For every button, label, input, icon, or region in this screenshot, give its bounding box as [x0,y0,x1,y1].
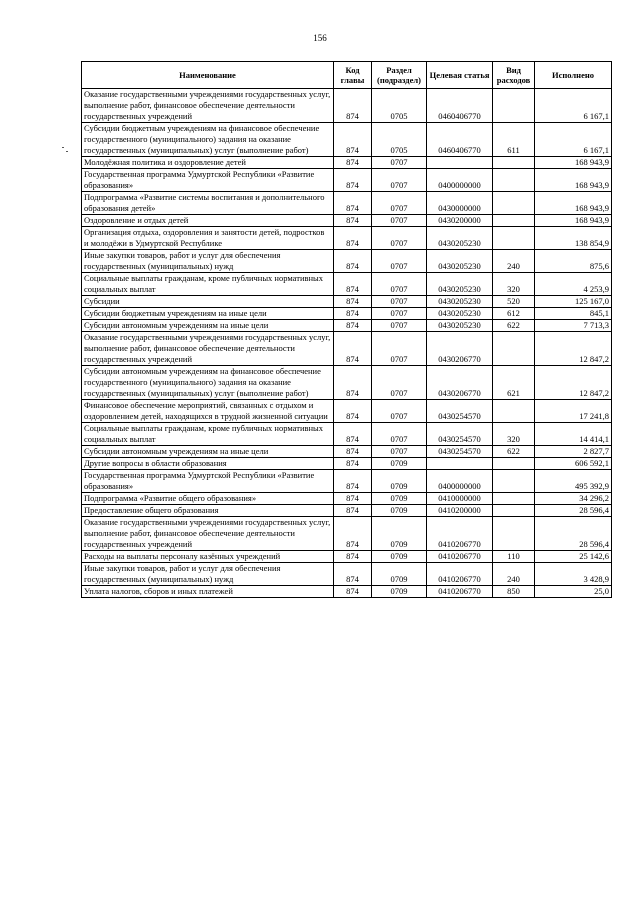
row-article: 0460406770 [427,123,493,157]
row-expense-type: 110 [493,551,535,563]
row-name: Социальные выплаты гражданам, кроме публичных нормативных социальных выплат [82,273,334,296]
row-amount: 12 847,2 [535,366,612,400]
table-row [82,169,612,192]
row-article: 0430254570 [427,400,493,423]
table-header-row [82,62,612,89]
table-row [82,493,612,505]
row-article [427,458,493,470]
row-code: 874 [334,551,372,563]
row-section: 0709 [372,586,427,598]
row-expense-type: 612 [493,308,535,320]
row-article: 0430205230 [427,273,493,296]
row-amount: 138 854,9 [535,227,612,250]
row-article: 0430205230 [427,320,493,332]
row-article: 0430205230 [427,250,493,273]
table-row [82,215,612,227]
row-name: Субсидии автономным учреждениям на иные цели [82,320,334,332]
row-code: 874 [334,493,372,505]
row-expense-type [493,505,535,517]
header-name: Наименование [82,62,334,89]
row-article: 0410000000 [427,493,493,505]
row-section: 0707 [372,192,427,215]
table-row [82,296,612,308]
row-expense-type: 850 [493,586,535,598]
row-section: 0707 [372,308,427,320]
row-name: Организация отдыха, оздоровления и занятости детей, подростков и молодёжи в Удмуртской Республике [82,227,334,250]
header-expense-type: Вид расходов [493,62,535,89]
row-article: 0430000000 [427,192,493,215]
row-article: 0400000000 [427,470,493,493]
row-article: 0410200000 [427,505,493,517]
row-expense-type: 320 [493,423,535,446]
row-amount: 25 142,6 [535,551,612,563]
row-expense-type: 622 [493,320,535,332]
row-amount: 3 428,9 [535,563,612,586]
row-code: 874 [334,296,372,308]
row-name: Молодёжная политика и оздоровление детей [82,157,334,169]
row-name: Расходы на выплаты персоналу казённых учреждений [82,551,334,563]
row-amount: 845,1 [535,308,612,320]
row-section: 0707 [372,227,427,250]
table-row [82,250,612,273]
row-section: 0705 [372,89,427,123]
row-amount: 6 167,1 [535,123,612,157]
budget-execution-table [81,61,612,598]
table-row [82,157,612,169]
row-code: 874 [334,423,372,446]
row-expense-type [493,227,535,250]
table-row [82,446,612,458]
table-row [82,400,612,423]
row-article: 0430205230 [427,227,493,250]
row-article: 0430254570 [427,446,493,458]
row-name: Субсидии автономным учреждениям на финансовое обеспечение государственного (муниципального) задания на оказание государственных (муниципальных) услуг (выполнение работ) [82,366,334,400]
row-code: 874 [334,273,372,296]
row-code: 874 [334,308,372,320]
row-name: Оказание государственными учреждениями государственных услуг, выполнение работ, финансовое обеспечение деятельности государственных учреждений [82,332,334,366]
row-amount: 495 392,9 [535,470,612,493]
row-name: Субсидии бюджетным учреждениям на иные цели [82,308,334,320]
row-section: 0709 [372,493,427,505]
row-expense-type: 621 [493,366,535,400]
row-amount: 28 596,4 [535,505,612,517]
header-section: Раздел (подраздел) [372,62,427,89]
row-section: 0709 [372,517,427,551]
row-code: 874 [334,586,372,598]
row-amount: 168 943,9 [535,157,612,169]
table-row [82,227,612,250]
row-code: 874 [334,215,372,227]
row-amount: 34 296,2 [535,493,612,505]
row-section: 0707 [372,332,427,366]
row-section: 0707 [372,366,427,400]
row-article: 0410206770 [427,586,493,598]
margin-mark [66,151,68,152]
table-row [82,273,612,296]
row-article: 0410206770 [427,517,493,551]
row-amount: 4 253,9 [535,273,612,296]
row-code: 874 [334,320,372,332]
row-amount: 875,6 [535,250,612,273]
row-section: 0709 [372,458,427,470]
row-name: Иные закупки товаров, работ и услуг для обеспечения государственных (муниципальных) нужд [82,250,334,273]
row-article: 0430254570 [427,423,493,446]
table-row [82,308,612,320]
row-section: 0709 [372,563,427,586]
row-expense-type: 622 [493,446,535,458]
row-article: 0430200000 [427,215,493,227]
row-amount: 25,0 [535,586,612,598]
row-section: 0705 [372,123,427,157]
row-article [427,157,493,169]
row-section: 0709 [372,551,427,563]
row-expense-type: 240 [493,563,535,586]
row-section: 0709 [372,505,427,517]
row-article: 0430205230 [427,296,493,308]
row-code: 874 [334,446,372,458]
row-amount: 168 943,9 [535,192,612,215]
table-row [82,517,612,551]
row-code: 874 [334,89,372,123]
row-name: Иные закупки товаров, работ и услуг для обеспечения государственных (муниципальных) нужд [82,563,334,586]
margin-mark [62,147,64,148]
table-row [82,470,612,493]
row-expense-type [493,169,535,192]
header-article: Целевая статья [427,62,493,89]
row-section: 0707 [372,215,427,227]
row-code: 874 [334,366,372,400]
row-expense-type [493,332,535,366]
table-row [82,458,612,470]
row-code: 874 [334,250,372,273]
row-amount: 2 827,7 [535,446,612,458]
row-amount: 17 241,8 [535,400,612,423]
row-amount: 125 167,0 [535,296,612,308]
row-section: 0707 [372,320,427,332]
row-code: 874 [334,192,372,215]
row-section: 0707 [372,446,427,458]
row-name: Другие вопросы в области образования [82,458,334,470]
row-amount: 28 596,4 [535,517,612,551]
table-row [82,123,612,157]
row-name: Предоставление общего образования [82,505,334,517]
row-code: 874 [334,505,372,517]
row-article: 0400000000 [427,169,493,192]
row-expense-type [493,400,535,423]
row-article: 0460406770 [427,89,493,123]
row-amount: 14 414,1 [535,423,612,446]
row-expense-type: 320 [493,273,535,296]
table-row [82,332,612,366]
row-expense-type [493,89,535,123]
row-section: 0707 [372,169,427,192]
row-expense-type [493,192,535,215]
table-row [82,505,612,517]
row-article: 0410206770 [427,563,493,586]
row-section: 0707 [372,400,427,423]
row-amount: 12 847,2 [535,332,612,366]
row-code: 874 [334,123,372,157]
row-section: 0707 [372,423,427,446]
row-code: 874 [334,332,372,366]
row-section: 0707 [372,296,427,308]
row-amount: 168 943,9 [535,215,612,227]
row-article: 0430206770 [427,332,493,366]
row-name: Субсидии автономным учреждениям на иные цели [82,446,334,458]
row-name: Подпрограмма «Развитие системы воспитания и дополнительного образования детей» [82,192,334,215]
row-name: Государственная программа Удмуртской Республики «Развитие образования» [82,470,334,493]
row-code: 874 [334,227,372,250]
row-expense-type: 520 [493,296,535,308]
row-expense-type [493,517,535,551]
row-article: 0410206770 [427,551,493,563]
table-row [82,586,612,598]
row-article: 0430205230 [427,308,493,320]
row-amount: 606 592,1 [535,458,612,470]
row-section: 0707 [372,273,427,296]
row-section: 0707 [372,157,427,169]
row-section: 0709 [372,470,427,493]
row-section: 0707 [372,250,427,273]
table-row [82,366,612,400]
table-row [82,551,612,563]
row-name: Финансовое обеспечение мероприятий, связанных с отдыхом и оздоровлением детей, находящихся в трудной жизненной ситуации [82,400,334,423]
row-name: Субсидии бюджетным учреждениям на финансовое обеспечение государственного (муниципального) задания на оказание государственных (муниципальных) услуг (выполнение работ) [82,123,334,157]
table-row [82,563,612,586]
row-article: 0430206770 [427,366,493,400]
row-name: Субсидии [82,296,334,308]
table-row [82,423,612,446]
row-amount: 168 943,9 [535,169,612,192]
table-body [82,89,612,598]
row-expense-type [493,470,535,493]
row-code: 874 [334,517,372,551]
row-amount: 6 167,1 [535,89,612,123]
header-executed: Исполнено [535,62,612,89]
row-name: Социальные выплаты гражданам, кроме публичных нормативных социальных выплат [82,423,334,446]
header-code: Код главы [334,62,372,89]
row-name: Государственная программа Удмуртской Республики «Развитие образования» [82,169,334,192]
row-name: Подпрограмма «Развитие общего образования» [82,493,334,505]
row-expense-type [493,493,535,505]
row-expense-type: 240 [493,250,535,273]
row-expense-type [493,215,535,227]
row-expense-type [493,157,535,169]
table-row [82,320,612,332]
table-row [82,89,612,123]
row-name: Оказание государственными учреждениями государственных услуг, выполнение работ, финансовое обеспечение деятельности государственных учреждений [82,89,334,123]
row-code: 874 [334,157,372,169]
row-code: 874 [334,470,372,493]
row-code: 874 [334,563,372,586]
row-name: Уплата налогов, сборов и иных платежей [82,586,334,598]
row-code: 874 [334,400,372,423]
row-expense-type [493,458,535,470]
row-name: Оказание государственными учреждениями государственных услуг, выполнение работ, финансовое обеспечение деятельности государственных учреждений [82,517,334,551]
row-code: 874 [334,458,372,470]
page-number: 156 [313,33,327,43]
row-code: 874 [334,169,372,192]
row-expense-type: 611 [493,123,535,157]
row-amount: 7 713,3 [535,320,612,332]
row-name: Оздоровление и отдых детей [82,215,334,227]
table-row [82,192,612,215]
